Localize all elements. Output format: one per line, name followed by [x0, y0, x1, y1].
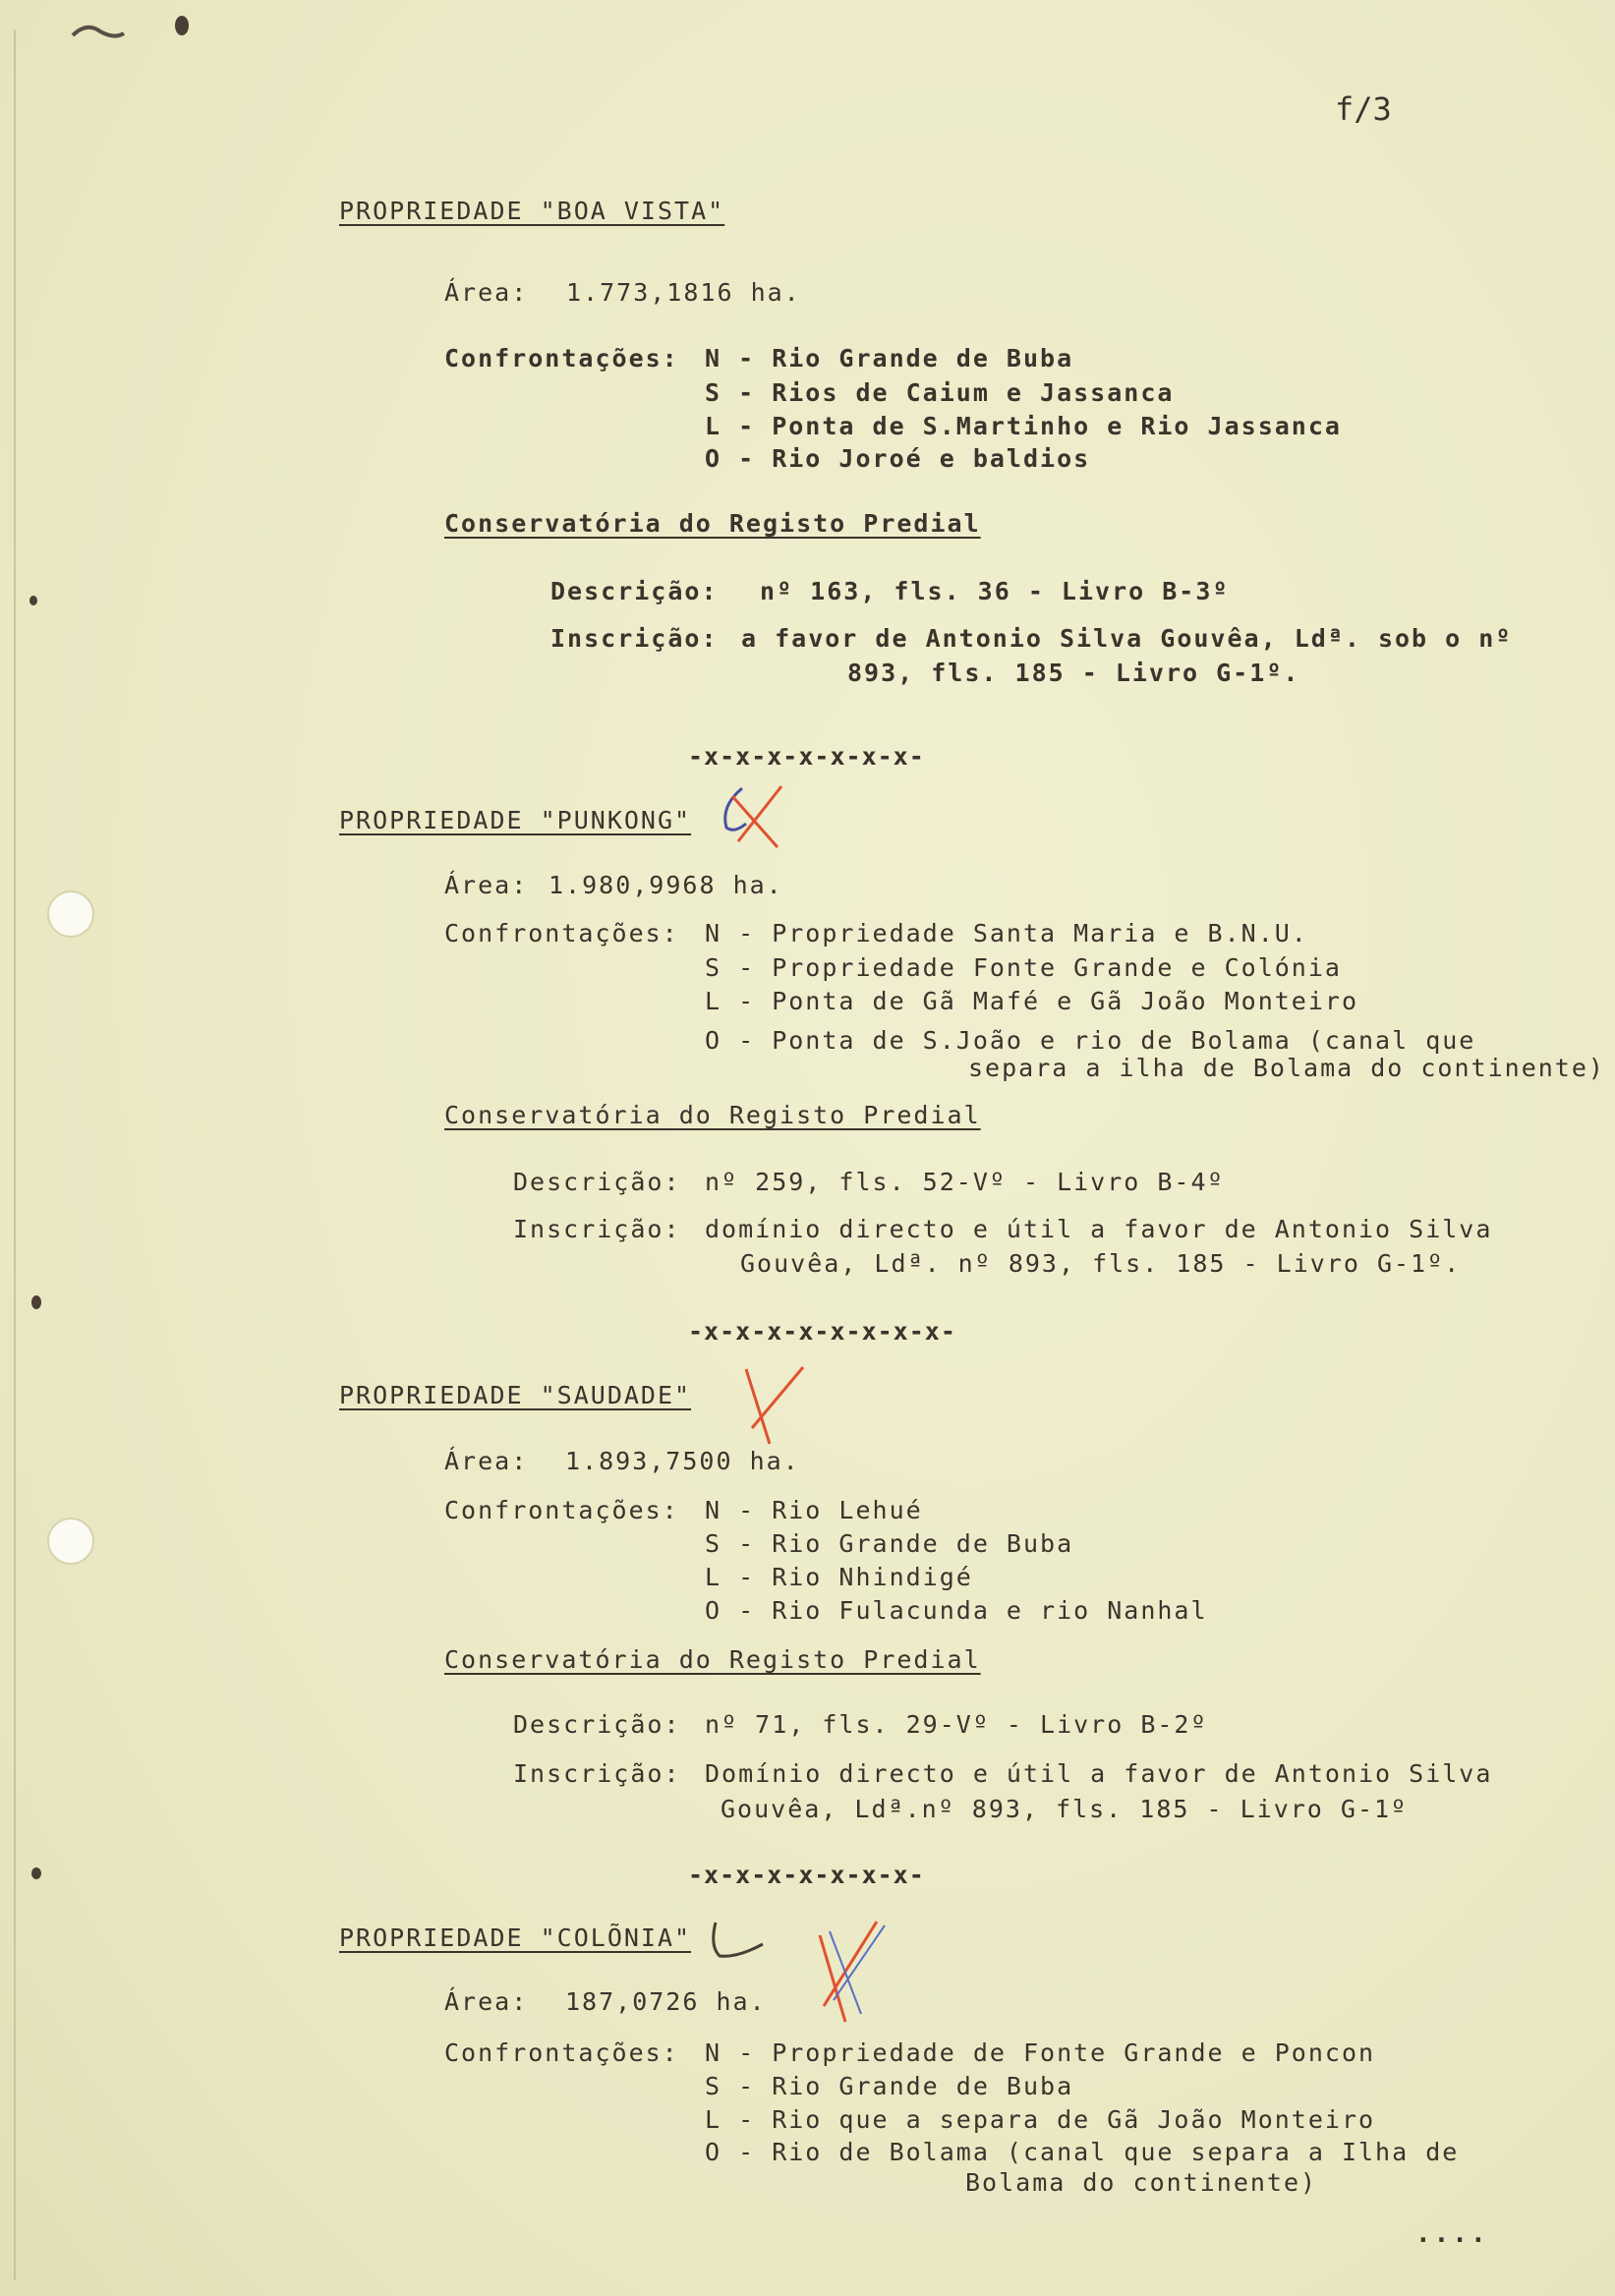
- ink-spot: [175, 16, 189, 35]
- registry-heading: Conservatória do Registo Predial: [444, 1645, 981, 1674]
- handwritten-x-mark: [732, 1361, 811, 1450]
- property-title-colonia: PROPRIEDADE "COLÕNIA": [339, 1923, 692, 1952]
- area-label: Área:: [444, 1447, 529, 1475]
- confrontacoes-label: Confrontações:: [444, 919, 679, 947]
- ink-spot: [29, 596, 37, 605]
- confrontacoes-label: Confrontações:: [444, 344, 679, 373]
- property-title-punkong: PROPRIEDADE "PUNKONG": [339, 806, 692, 834]
- continuation-dots: ....: [1415, 2219, 1489, 2249]
- handwritten-check-mark: [713, 776, 801, 855]
- boundary-north: N - Rio Lehué: [705, 1496, 923, 1524]
- area-label: Área:: [444, 278, 529, 307]
- punch-hole: [47, 890, 94, 938]
- inscricao-line-2: Gouvêa, Ldª.nº 893, fls. 185 - Livro G-1º: [721, 1795, 1409, 1823]
- boundary-north: N - Rio Grande de Buba: [705, 344, 1074, 373]
- property-title-saudade: PROPRIEDADE "SAUDADE": [339, 1381, 692, 1409]
- boundary-west: O - Ponta de S.João e rio de Bolama (canal que: [705, 1026, 1476, 1055]
- boundary-east: L - Ponta de S.Martinho e Rio Jassanca: [705, 412, 1342, 440]
- boundary-north: N - Propriedade de Fonte Grande e Poncon: [705, 2038, 1376, 2067]
- inscricao-line-2: 893, fls. 185 - Livro G-1º.: [847, 659, 1300, 687]
- boundary-west: O - Rio Joroé e baldios: [705, 444, 1091, 473]
- area-label: Área:: [444, 871, 529, 899]
- separator: -x-x-x-x-x-x-x-x-: [688, 1317, 956, 1346]
- boundary-west-continued: Bolama do continente): [965, 2168, 1318, 2197]
- boundary-west-continued: separa a ilha de Bolama do continente): [968, 1054, 1605, 1082]
- page-number: f/3: [1335, 90, 1392, 128]
- confrontacoes-label: Confrontações:: [444, 2038, 679, 2067]
- boundary-west: O - Rio de Bolama (canal que separa a Ilha de: [705, 2138, 1460, 2166]
- boundary-south: S - Rio Grande de Buba: [705, 1529, 1074, 1558]
- boundary-south: S - Rios de Caium e Jassanca: [705, 378, 1175, 407]
- area-value: 1.893,7500 ha.: [565, 1447, 800, 1475]
- handwritten-x-mark: [806, 1912, 894, 2030]
- confrontacoes-label: Confrontações:: [444, 1496, 679, 1524]
- descricao-value: nº 71, fls. 29-Vº - Livro B-2º: [705, 1710, 1208, 1739]
- paper-smudge: [69, 18, 128, 47]
- inscricao-label: Inscrição:: [513, 1759, 681, 1788]
- registry-heading: Conservatória do Registo Predial: [444, 1101, 981, 1129]
- area-value: 1.980,9968 ha.: [548, 871, 783, 899]
- boundary-north: N - Propriedade Santa Maria e B.N.U.: [705, 919, 1308, 947]
- inscricao-label: Inscrição:: [550, 624, 719, 653]
- descricao-label: Descrição:: [550, 577, 719, 605]
- area-value: 187,0726 ha.: [565, 1987, 767, 2016]
- separator: -x-x-x-x-x-x-x-: [688, 1861, 925, 1889]
- boundary-west: O - Rio Fulacunda e rio Nanhal: [705, 1596, 1208, 1625]
- inscricao-line-1: a favor de Antonio Silva Gouvêa, Ldª. sob o nº: [741, 624, 1513, 653]
- descricao-label: Descrição:: [513, 1168, 681, 1196]
- inscricao-line-2: Gouvêa, Ldª. nº 893, fls. 185 - Livro G-1º.: [740, 1249, 1462, 1278]
- area-label: Área:: [444, 1987, 529, 2016]
- margin-line: [14, 29, 16, 2280]
- ink-spot: [31, 1867, 41, 1879]
- boundary-south: S - Propriedade Fonte Grande e Colónia: [705, 953, 1342, 982]
- registry-heading: Conservatória do Registo Predial: [444, 509, 981, 538]
- descricao-value: nº 259, fls. 52-Vº - Livro B-4º: [705, 1168, 1225, 1196]
- boundary-east: L - Rio que a separa de Gã João Monteiro: [705, 2105, 1376, 2134]
- area-value: 1.773,1816 ha.: [566, 278, 801, 307]
- inscricao-label: Inscrição:: [513, 1215, 681, 1243]
- inscricao-line-1: Domínio directo e útil a favor de Antonio Silva: [705, 1759, 1493, 1788]
- separator: -x-x-x-x-x-x-x-: [688, 742, 925, 771]
- inscricao-line-1: domínio directo e útil a favor de Antonio Silva: [705, 1215, 1493, 1243]
- property-title-boa-vista: PROPRIEDADE "BOA VISTA": [339, 197, 725, 225]
- handwritten-check-mark: [706, 1917, 775, 1966]
- ink-spot: [31, 1295, 41, 1309]
- boundary-south: S - Rio Grande de Buba: [705, 2072, 1074, 2100]
- descricao-value: nº 163, fls. 36 - Livro B-3º: [760, 577, 1230, 605]
- boundary-east: L - Ponta de Gã Mafé e Gã João Monteiro: [705, 987, 1358, 1015]
- descricao-label: Descrição:: [513, 1710, 681, 1739]
- punch-hole: [47, 1518, 94, 1565]
- boundary-east: L - Rio Nhindigé: [705, 1563, 973, 1591]
